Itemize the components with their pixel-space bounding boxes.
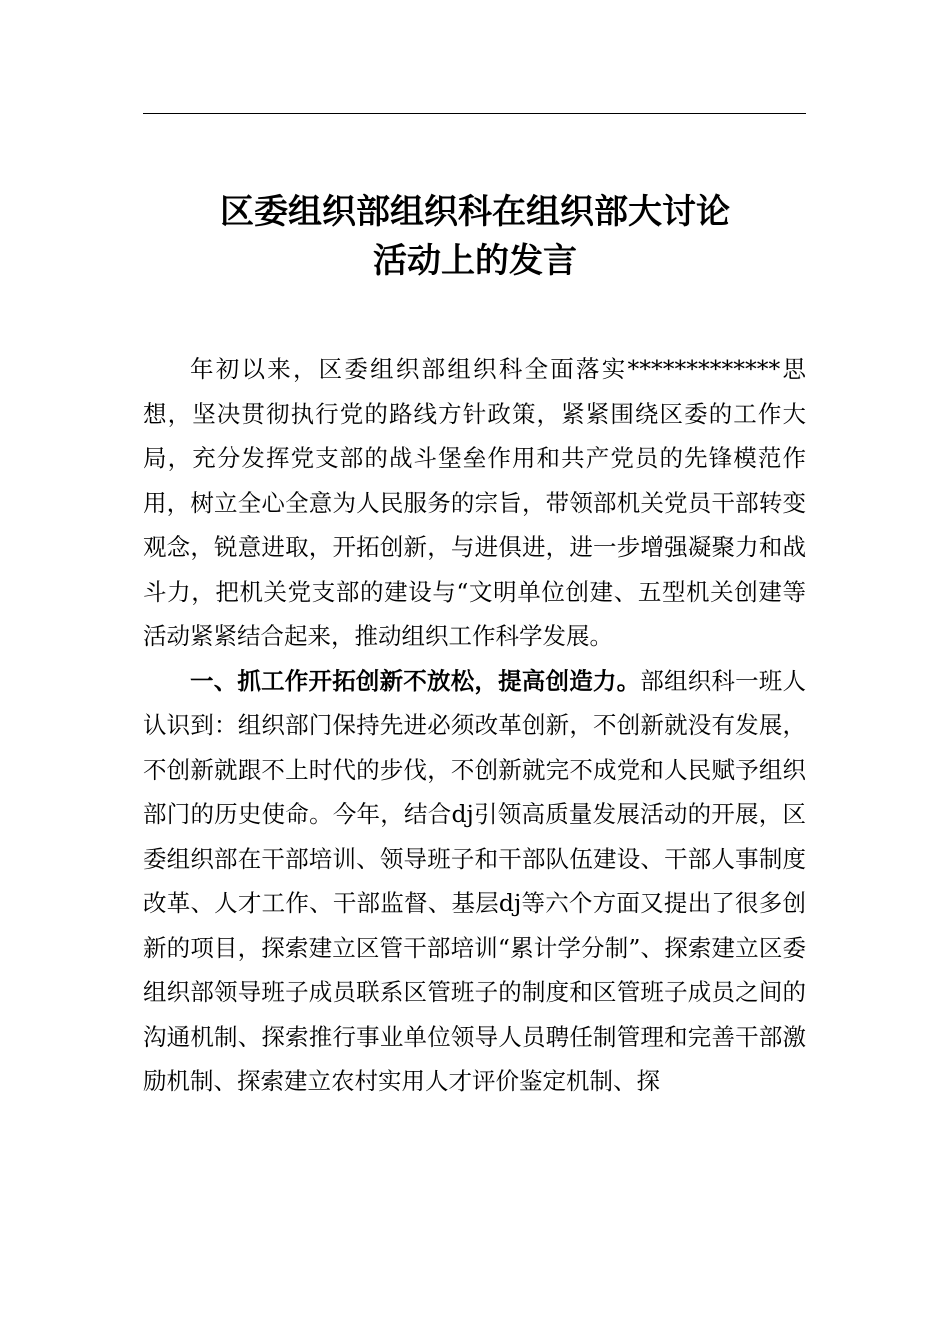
header-rule bbox=[143, 113, 806, 114]
paragraph-intro: 年初以来，区委组织部组织科全面落实*************思想，坚决贯彻执行党的路线方针政策，紧紧围绕区委的工作大局，充分发挥党支部的战斗堡垒作用和共产党员的先锋模范作用，树立全心全意为人民服务的宗旨，带领部机关党员干部转变观念，锐意进取，开拓创新，与进俱进，进一步增强凝聚力和战斗力，把机关党支部的建设与“文明单位创建、五型机关创建等活动紧紧结合起来，推动组织工作科学发展。 bbox=[143, 355, 806, 650]
section-1-text: 部组织科一班人认识到：组织部门保持先进必须改革创新，不创新就没有发展，不创新就跟不上时代的步伐，不创新就完不成党和人民赋予组织部门的历史使命。今年，结合dj引领高质量发展活动的开展，区委组织部在干部培训、领导班子和干部队伍建设、干部人事制度改革、人才工作、干部监督、基层dj等六个方面又提出了很多创新的项目，探索建立区管干部培训“累计学分制”、探索建立区委组织部领导班子成员联系区管班子的制度和区管班子成员之间的沟通机制、探索推行事业单位领导人员聘任制管理和完善干部激励机制、探索建立农村实用人才评价鉴定机制、探 bbox=[143, 666, 807, 1095]
title-line-2: 活动上的发言 bbox=[373, 241, 577, 281]
title-line-1: 区委组织部组织科在组织部大讨论 bbox=[220, 192, 730, 232]
paragraph-section-1 bbox=[143, 659, 806, 1104]
document-title bbox=[100, 188, 850, 286]
document-body bbox=[143, 347, 806, 1104]
section-1-heading: 一、抓工作开拓创新不放松，提高创造力。 bbox=[190, 666, 641, 695]
